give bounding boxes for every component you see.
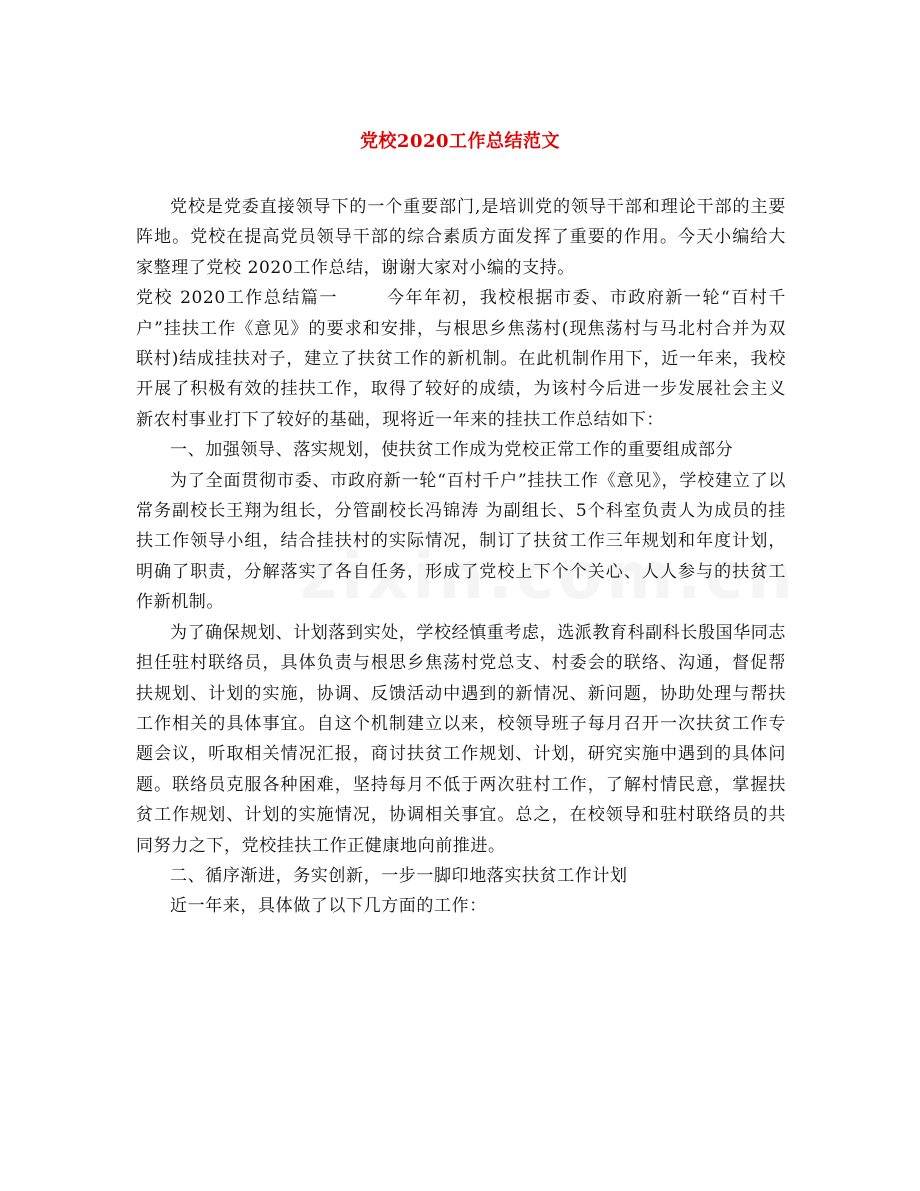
document-title: 党校2020工作总结范文 bbox=[359, 131, 561, 152]
point-one-paragraph: 为了全面贯彻市委、市政府新一轮“百村千户”挂扶工作《意见》，学校建立了以常务副校长王翔为组长，分管副校长冯锦涛 为副组长、5个科室负责人为成员的挂扶工作领导小组，结合挂扶村的实际情况，制订了扶贫工作三年规划和年度计划，明确了职责，分解落实了各自任务，形成了党校上下个个关心、人人参与的扶贫工作新机制。 bbox=[136, 470, 786, 613]
intro-paragraph: 党校是党委直接领导下的一个重要部门,是培训党的领导干部和理论干部的主要阵地。党校在提高党员领导干部的综合素质方面发挥了重要的作用。今天小编给大家整理了党校 2020工作总结，谢谢大家对小编的支持。 bbox=[136, 197, 786, 278]
liaison-paragraph: 为了确保规划、计划落到实处，学校经慎重考虑，选派教育科副科长殷国华同志担任驻村联络员，具体负责与根思乡焦荡村党总支、村委会的联络、沟通，督促帮扶规划、计划的实施，协调、反馈活动中遇到的新情况、新问题，协助处理与帮扶工作相关的具体事宜。自这个机制建立以来，校领导班子每月召开一次扶贫工作专题会议，听取相关情况汇报，商讨扶贫工作规划、计划，研究实施中遇到的具体问题。联络员克服各种困难，坚持每月不低于两次驻村工作，了解村情民意，掌握扶贫工作规划、计划的实施情况，协调相关事宜。总之，在校领导和驻村联络员的共同努力之下，党校挂扶工作正健康地向前推进。 bbox=[136, 622, 786, 856]
point-two-heading: 二、循序渐进，务实创新，一步一脚印地落实扶贫工作计划 bbox=[170, 865, 628, 886]
document-body bbox=[136, 192, 786, 922]
point-one-heading: 一、加强领导、落实规划，使扶贫工作成为党校正常工作的重要组成部分 bbox=[170, 440, 734, 461]
section-paragraph bbox=[136, 283, 786, 435]
section-text: 今年年初，我校根据市委、市政府新一轮“百村千户”挂扶工作《意见》的要求和安排，与根思乡焦荡村(现焦荡村与马北村合并为双联村)结成挂扶对子，建立了扶贫工作的新机制。在此机制作用下，近一年来，我校开展了积极有效的挂扶工作，取得了较好的成绩，为该村今后进一步发展社会主义新农村事业打下了较好的基础，现将近一年来的挂扶工作总结如下： bbox=[136, 288, 787, 430]
section-heading: 党校 2020工作总结篇一 bbox=[136, 288, 339, 309]
closing-paragraph: 近一年来，具体做了以下几方面的工作： bbox=[170, 896, 487, 917]
